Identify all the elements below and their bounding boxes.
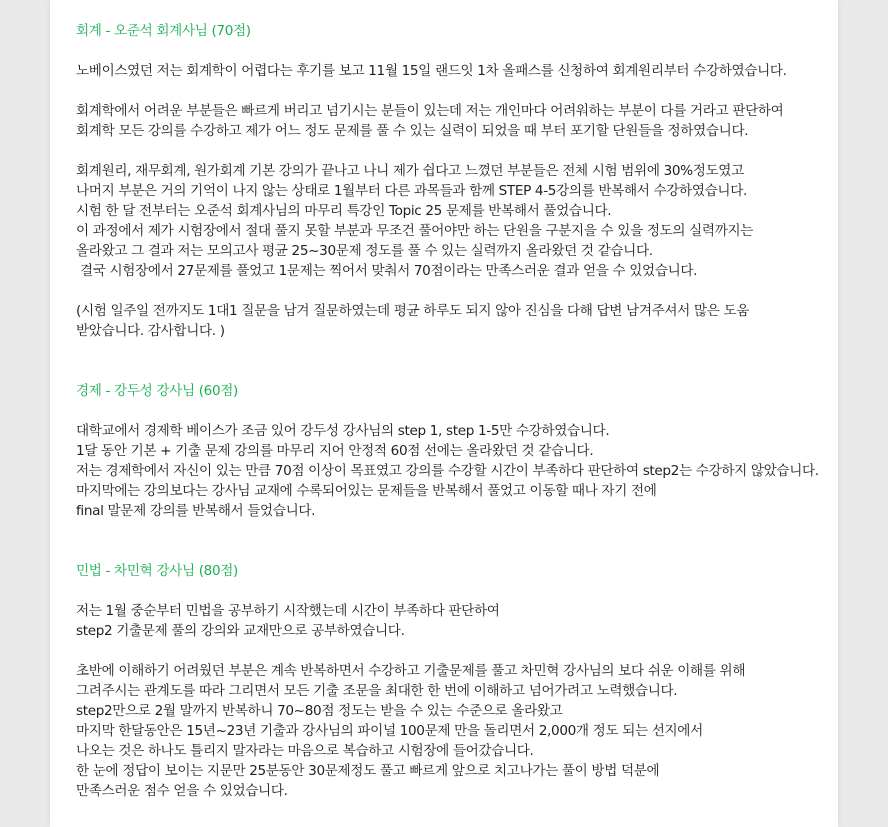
paragraph-line: (시험 일주일 전까지도 1대1 질문을 남겨 질문하였는데 평균 하루도 되지 않아 진심을 다해 답변 남겨주셔서 많은 도움 (76, 303, 750, 319)
paragraph-line: final 말문제 강의를 반복해서 들었습니다. (76, 503, 316, 519)
paragraph-line: 나머지 부분은 거의 기억이 나지 않는 상태로 1월부터 다른 과목들과 함께 STEP 4-5강의를 반복해서 수강하였습니다. (76, 183, 747, 199)
paragraph-line: 그려주시는 관계도를 따라 그리면서 모든 기출 조문을 최대한 한 번에 이해하고 넘어가려고 노력했습니다. (76, 683, 678, 699)
paragraph-line: 이 과정에서 제가 시험장에서 절대 풀지 못할 부분과 무조건 풀어야만 하는 단원을 구분지을 수 있을 정도의 실력까지는 (76, 223, 754, 239)
paragraph-line: 저는 경제학에서 자신이 있는 만큼 70점 이상이 목표였고 강의를 수강할 시간이 부족하다 판단하여 step2는 수강하지 않았습니다. (76, 463, 819, 479)
blank-line (76, 141, 828, 161)
blank-line (76, 581, 828, 601)
paragraph-line: step2만으로 2월 말까지 반복하니 70~80점 정도는 받을 수 있는 수준으로 올라왔고 (76, 703, 563, 719)
paragraph-line: 올라왔고 그 결과 저는 모의고사 평균 25~30문제 정도를 풀 수 있는 실력까지 올라왔던 것 같습니다. (76, 243, 653, 259)
section-heading: 경제 - 강두성 강사님 (60점) (76, 383, 238, 399)
blank-line (76, 81, 828, 101)
paragraph-line: 1달 동안 기본 + 기출 문제 강의를 마무리 지어 안정적 60점 선에는 올라왔던 것 같습니다. (76, 443, 594, 459)
paragraph-line: 회계학 모든 강의를 수강하고 제가 어느 정도 문제를 풀 수 있는 실력이 되었을 때 부터 포기할 단원들을 정하였습니다. (76, 123, 749, 139)
section-heading: 민법 - 차민혁 강사님 (80점) (76, 563, 238, 579)
paragraph-line: 만족스러운 점수 얻을 수 있었습니다. (76, 783, 288, 799)
paragraph-line: 결국 시험장에서 27문제를 풀었고 1문제는 찍어서 맞춰서 70점이라는 만족스러운 결과 얻을 수 있었습니다. (76, 263, 698, 279)
paragraph-line: 초반에 이해하기 어려웠던 부분은 계속 반복하면서 수강하고 기출문제를 풀고 차민혁 강사님의 보다 쉬운 이해를 위해 (76, 663, 746, 679)
paragraph-line: 마지막에는 강의보다는 강사님 교재에 수록되어있는 문제들을 반복해서 풀었고 이동할 때나 자기 전에 (76, 483, 657, 499)
review-content (76, 21, 828, 801)
blank-line (76, 541, 828, 561)
paragraph-line: step2 기출문제 풀의 강의와 교재만으로 공부하였습니다. (76, 623, 405, 639)
section-heading: 회계 - 오준석 회계사님 (70점) (76, 23, 251, 39)
paragraph-line: 시험 한 달 전부터는 오준석 회계사님의 마무리 특강인 Topic 25 문제를 반복해서 풀었습니다. (76, 203, 612, 219)
blank-line (76, 281, 828, 301)
paragraph-line: 노베이스였던 저는 회계학이 어렵다는 후기를 보고 11월 15일 랜드잇 1차 올패스를 신청하여 회계원리부터 수강하였습니다. (76, 63, 787, 79)
paragraph-line: 저는 1월 중순부터 민법을 공부하기 시작했는데 시간이 부족하다 판단하여 (76, 603, 500, 619)
blank-line (76, 401, 828, 421)
blank-line (76, 641, 828, 661)
paragraph-line: 대학교에서 경제학 베이스가 조금 있어 강두성 강사님의 step 1, step 1-5만 수강하였습니다. (76, 423, 610, 439)
blank-line (76, 341, 828, 361)
blank-line (76, 41, 828, 61)
paragraph-line: 회계학에서 어려운 부분들은 빠르게 버리고 넘기시는 분들이 있는데 저는 개인마다 어려워하는 부분이 다를 거라고 판단하여 (76, 103, 784, 119)
paragraph-line: 한 눈에 정답이 보이는 지문만 25분동안 30문제정도 풀고 빠르게 앞으로 치고나가는 풀이 방법 덕분에 (76, 763, 660, 779)
paragraph-line: 회계원리, 재무회계, 원가회계 기본 강의가 끝나고 나니 제가 쉽다고 느꼈던 부분들은 전체 시험 범위에 30%정도였고 (76, 163, 744, 179)
paragraph-line: 받았습니다. 감사합니다. ) (76, 323, 225, 339)
blank-line (76, 361, 828, 381)
review-card (50, 0, 838, 827)
blank-line (76, 521, 828, 541)
paragraph-line: 마지막 한달동안은 15년~23년 기출과 강사님의 파이널 100문제 만을 돌리면서 2,000개 정도 되는 선지에서 (76, 723, 703, 739)
paragraph-line: 나오는 것은 하나도 틀리지 말자라는 마음으로 복습하고 시험장에 들어갔습니다. (76, 743, 534, 759)
